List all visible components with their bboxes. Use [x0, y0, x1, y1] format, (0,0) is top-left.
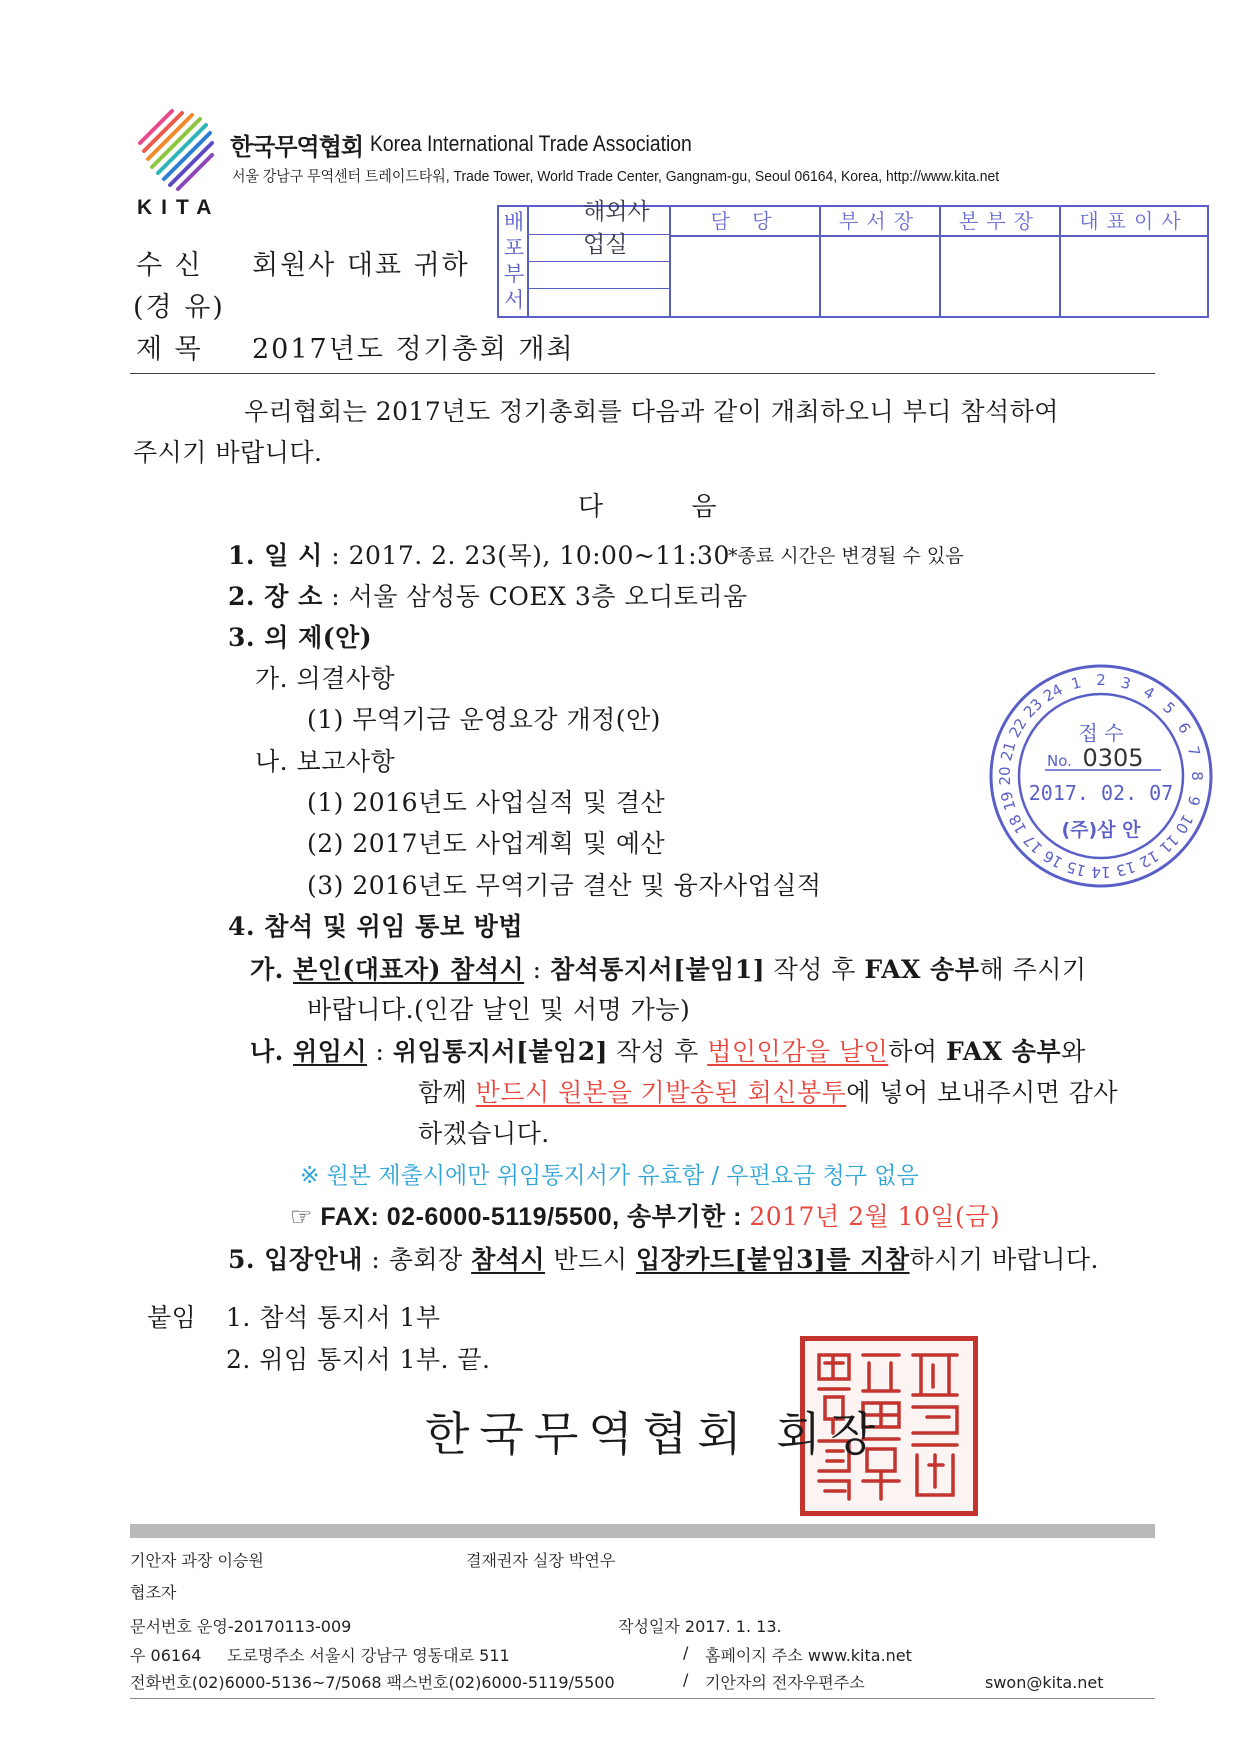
seal-instruction: 법인인감을 날인 — [707, 1037, 889, 1066]
receipt-date: 2017. 02. 07 — [1028, 781, 1174, 805]
signatory: 한국무역협회 회장 — [425, 1407, 886, 1461]
attendance-self: 가. 본인(대표자) 참석시 : 참석통지서[붙임1] 작성 후 FAX 송부해 주시기 — [250, 955, 1087, 984]
approval-column-ceo — [1061, 207, 1207, 316]
footer-created-date: 작성일자 2017. 1. 13. — [618, 1617, 782, 1636]
distribution-column — [499, 207, 529, 316]
approval-header: 대표이사 — [1061, 207, 1207, 237]
attendance-self-continued: 바랍니다.(인감 날인 및 서명 가능) — [307, 995, 691, 1024]
fax-deadline: ☞ FAX: 02-6000-5119/5500, 송부기한 : 2017년 2월 10일(금) — [290, 1202, 1001, 1231]
intro-line: 주시기 바랍니다. — [133, 438, 323, 467]
attachment-item: 2. 위임 통지서 1부. 끝. — [226, 1345, 491, 1374]
item-date-note: *종료 시간은 변경될 수 있음 — [728, 545, 964, 567]
header-divider — [130, 373, 1155, 374]
attachment-item: 1. 참석 통지서 1부 — [226, 1303, 441, 1332]
agenda-report: 나. 보고사항 — [255, 747, 396, 776]
footer-phone-fax: 전화번호(02)6000-5136~7/5068 팩스번호(02)6000-5119/5500 — [130, 1673, 615, 1692]
item-value: : 서울 삼성동 COEX 3층 오디토리움 — [322, 582, 748, 611]
proxy-validity-note: ※ 원본 제출시에만 위임통지서가 유효함 / 우편요금 청구 없음 — [300, 1163, 919, 1189]
approval-column-division-head — [941, 207, 1061, 316]
distribution-label: 배포부서 — [503, 210, 525, 312]
footer-divider — [130, 1698, 1155, 1699]
footer-email-label: 기안자의 전자우편주소 — [705, 1673, 865, 1692]
ring-number: 3 — [1118, 673, 1133, 694]
attachments-label: 붙임 — [147, 1303, 197, 1332]
distribution-handwritten: 해외사업실 — [583, 199, 650, 258]
item-label: 1. 일 시 — [228, 541, 323, 570]
footer-homepage: 홈페이지 주소 www.kita.net — [705, 1646, 912, 1665]
item-label: 2. 장 소 — [228, 582, 323, 611]
ring-number: 23 — [1019, 694, 1047, 722]
receipt-number-label: No. — [1047, 752, 1072, 770]
item-attendance-method: 4. 참석 및 위임 통보 방법 — [228, 912, 523, 941]
ring-number: 22 — [1005, 715, 1031, 741]
approval-header: 본부장 — [941, 207, 1059, 237]
attendance-proxy-continued: 하겠습니다. — [418, 1119, 550, 1148]
approval-header: 담 당 — [671, 207, 819, 237]
footer-zip: 우 06164 — [130, 1646, 202, 1665]
receipt-title: 접 수 — [1078, 721, 1124, 745]
footer-email: swon@kita.net — [985, 1673, 1104, 1692]
footer-doc-number: 문서번호 운영-20170113-009 — [130, 1617, 352, 1636]
ring-number: 2 — [1096, 671, 1106, 689]
deadline-date: 2017년 2월 10일(금) — [749, 1202, 1001, 1231]
ring-number: 4 — [1140, 682, 1158, 704]
ring-number: 19 — [997, 789, 1020, 813]
approval-stamp-table — [497, 199, 1209, 318]
receipt-company: (주)삼 안 — [1061, 819, 1141, 841]
ring-number: 8 — [1188, 771, 1206, 781]
ring-number: 20 — [996, 766, 1014, 786]
org-name-korean: 한국무역협회 — [230, 133, 364, 161]
via-label: (경 유) — [133, 292, 225, 323]
subject-value: 2017년도 정기총회 개최 — [252, 334, 575, 365]
item-date — [228, 536, 730, 572]
item-entrance-guide: 5. 입장안내 : 총회장 참석시 반드시 입장카드[붙임3]를 지참하시기 바랍니다. — [228, 1245, 1099, 1274]
ring-number: 24 — [1040, 680, 1066, 706]
attendance-proxy: 나. 위임시 : 위임통지서[붙임2] 작성 후 법인인감을 날인하여 FAX 송부와 — [250, 1037, 1086, 1066]
notice-heading: 다 음 — [578, 492, 757, 522]
item-agenda: 3. 의 제(안) — [228, 623, 373, 652]
receipt-number: 0305 — [1082, 744, 1144, 772]
kita-wordmark: KITA — [137, 196, 221, 219]
ring-number: 10 — [1171, 811, 1197, 837]
ring-number: 16 — [1040, 846, 1066, 872]
ring-number: 5 — [1159, 698, 1179, 718]
distribution-area — [529, 199, 671, 316]
approval-header: 부서장 — [821, 207, 939, 237]
proxy-term: 위임시 — [293, 1037, 368, 1066]
ring-number: 15 — [1064, 857, 1088, 880]
ring-number: 17 — [1019, 830, 1047, 858]
recipient-label: 수 신 — [136, 250, 203, 281]
item-venue — [228, 577, 748, 613]
agenda-item: (3) 2016년도 무역기금 결산 및 융자사업실적 — [307, 871, 822, 900]
receipt-stamp — [985, 660, 1217, 892]
org-name-english: Korea International Trade Association — [370, 131, 692, 156]
pointing-hand-icon: ☞ — [290, 1202, 313, 1231]
original-envelope-instruction: 반드시 원본을 기발송된 회신봉투 — [475, 1078, 847, 1107]
approval-column-staff — [671, 207, 821, 316]
self-attendance-term: 본인(대표자) 참석시 — [293, 955, 525, 984]
ring-number: 12 — [1136, 846, 1162, 872]
ring-number: 14 — [1091, 863, 1111, 881]
ring-number: 13 — [1114, 857, 1138, 880]
approval-column-dept-head — [821, 207, 941, 316]
ring-number: 21 — [997, 739, 1020, 763]
intro-line: 우리협회는 2017년도 정기총회를 다음과 같이 개최하오니 부디 참석하여 — [244, 397, 1059, 426]
agenda-item: (2) 2017년도 사업계획 및 예산 — [307, 829, 666, 858]
agenda-item: (1) 2016년도 사업실적 및 결산 — [307, 788, 666, 817]
footer-separator: / — [683, 1670, 689, 1689]
footer-drafter: 기안자 과장 이승원 — [130, 1551, 264, 1570]
attendance-proxy-continued: 함께 반드시 원본을 기발송된 회신봉투에 넣어 보내주시면 감사 — [418, 1078, 1119, 1107]
ring-number: 9 — [1183, 793, 1204, 808]
ring-number: 7 — [1183, 744, 1204, 759]
footer-road-address: 도로명주소 서울시 강남구 영동대로 511 — [227, 1646, 510, 1665]
footer-separator: / — [683, 1643, 689, 1662]
footer-collaborator: 협조자 — [130, 1583, 177, 1602]
agenda-item: (1) 무역기금 운영요강 개정(안) — [307, 705, 661, 734]
item-value: : 2017. 2. 23(목), 10:00~11:30 — [322, 541, 730, 570]
org-address: 서울 강남구 무역센터 트레이드타워, Trade Tower, World Trade Center, Gangnam-gu, Seoul 06164, Korea, http://www.kita.net — [232, 168, 1000, 185]
ring-number: 6 — [1173, 719, 1195, 737]
agenda-resolution: 가. 의결사항 — [255, 664, 396, 693]
footer-approver: 결재권자 실장 박연우 — [466, 1551, 616, 1570]
footer-bar — [130, 1524, 1155, 1538]
ring-number: 1 — [1069, 673, 1084, 694]
recipient-value: 회원사 대표 귀하 — [252, 250, 470, 281]
ring-number: 11 — [1155, 830, 1183, 858]
subject-label: 제 목 — [136, 334, 203, 365]
ring-number: 18 — [1005, 811, 1031, 837]
kita-logo-icon — [130, 103, 222, 195]
